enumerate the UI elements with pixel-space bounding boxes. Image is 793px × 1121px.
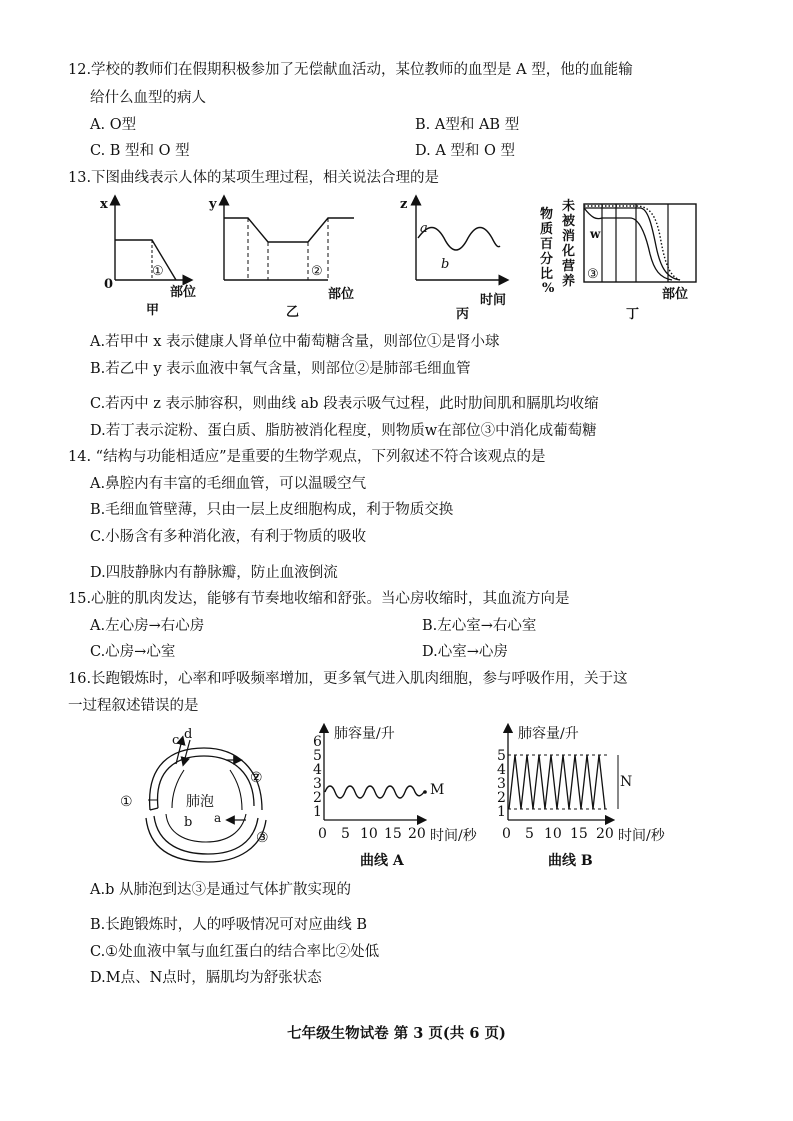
q12-option-a: A. O型 [90, 117, 137, 133]
q16-curve-a-xtick-10: 10 [360, 826, 378, 842]
q16-alveolus-marker-1: ① [120, 794, 133, 810]
q13-yi-caption: 乙 [286, 305, 300, 320]
q13-graph-ding [540, 196, 710, 326]
q13-jia-xlabel: 部位 [170, 285, 197, 300]
q14-option-c: C.小肠含有多种消化液，有利于物质的吸收 [90, 529, 367, 545]
q16-curve-a-xtick-15: 15 [384, 826, 402, 842]
q16-curve-a-ytick-1: 1 [313, 804, 322, 820]
q13-yi-axis-label: y [209, 197, 217, 212]
q13-ding-ylabel-col1: 物质百分比% [540, 207, 555, 296]
q13-ding-caption: 丁 [626, 307, 640, 322]
q13-ding-marker: ③ [587, 267, 599, 282]
q16-curve-a-caption: 曲线 A [360, 853, 404, 869]
q15-stem: 15.心脏的肌肉发达，能够有节奏地收缩和舒张。当心房收缩时，其血流方向是 [68, 591, 570, 607]
q14-option-d: D.四肢静脉内有静脉瓣，防止血液倒流 [90, 565, 338, 581]
q16-curve-a-xtick-0: 0 [318, 826, 327, 842]
q13-option-c: C.若丙中 z 表示肺容积，则曲线 ab 段表示吸气过程，此时肋间肌和膈肌均收缩 [90, 396, 599, 412]
q15-option-c: C.心房→心室 [90, 644, 176, 660]
q13-jia-caption: 甲 [146, 303, 160, 318]
q13-bing-point-b: b [441, 257, 450, 272]
q16-option-a: A.b 从肺泡到达③是通过气体扩散实现的 [90, 882, 351, 898]
q16-alveolus-label-d: d [184, 727, 193, 742]
q16-curve-a-xtick-5: 5 [341, 826, 350, 842]
q13-option-b: B.若乙中 y 表示血液中氧气含量，则部位②是肺部毛细血管 [90, 361, 471, 377]
q12-option-b: B. A型和 AB 型 [415, 117, 520, 133]
q13-option-a: A.若甲中 x 表示健康人肾单位中葡萄糖含量，则部位①是肾小球 [90, 334, 500, 350]
q16-curve-b-xtick-20: 20 [596, 826, 614, 842]
q16-curve-b-ytick-5: 5 [497, 748, 506, 764]
q13-jia-origin: 0 [104, 277, 114, 292]
q13-bing-caption: 丙 [456, 307, 470, 322]
q13-graph-yi [208, 196, 368, 320]
q15-option-a: A.左心房→右心房 [90, 618, 205, 634]
q16-option-d: D.M点、N点时，膈肌均为舒张状态 [90, 970, 322, 986]
q16-curve-a-ytick-4: 4 [313, 762, 322, 778]
q13-ding-curve-label: w [590, 227, 601, 241]
q13-stem: 13.下图曲线表示人体的某项生理过程，相关说法合理的是 [68, 170, 440, 186]
q16-curve-b-xtitle: 时间/秒 [618, 828, 665, 844]
q16-curve-a-ytitle: 肺容量/升 [334, 726, 395, 742]
q12-option-d: D. A 型和 O 型 [415, 143, 516, 159]
q16-curve-b-ytick-1: 1 [497, 804, 506, 820]
q16-alveolus-label-b: b [184, 815, 193, 830]
q13-graph-bing [396, 196, 526, 320]
q12-option-c: C. B 型和 O 型 [90, 143, 190, 159]
q16-curve-a-ytick-6: 6 [313, 734, 322, 750]
q13-jia-axis-label: x [100, 197, 108, 212]
q14-option-a: A.鼻腔内有丰富的毛细血管，可以温暖空气 [90, 476, 367, 492]
q14-option-b: B.毛细血管壁薄，只由一层上皮细胞构成，利于物质交换 [90, 502, 454, 518]
q12-stem-line2: 给什么血型的病人 [90, 90, 206, 106]
q16-curve-a-point: M [430, 782, 445, 798]
q16-stem-line1: 16.长跑锻炼时，心率和呼吸频率增加，更多氧气进入肌肉细胞，参与呼吸作用，关于这 [68, 671, 628, 687]
q13-bing-axis-label: z [400, 197, 408, 212]
q13-ding-xlabel: 部位 [662, 287, 689, 302]
q16-alveolus-center: 肺泡 [186, 794, 214, 810]
q16-curve-b-ytitle: 肺容量/升 [518, 726, 579, 742]
q16-curve-b-xtick-5: 5 [525, 826, 534, 842]
q13-option-d: D.若丁表示淀粉、蛋白质、脂肪被消化程度，则物质w在部位③中消化成葡萄糖 [90, 423, 597, 439]
q16-curve-a-ytick-3: 3 [313, 776, 322, 792]
q13-jia-marker: ① [152, 264, 164, 279]
q16-option-b: B.长跑锻炼时，人的呼吸情况可对应曲线 B [90, 917, 368, 933]
q15-option-d: D.心室→心房 [422, 644, 508, 660]
q16-stem-line2: 一过程叙述错误的是 [68, 698, 199, 714]
q16-curve-b-xtick-10: 10 [544, 826, 562, 842]
q16-curve-a-ytick-5: 5 [313, 748, 322, 764]
q16-curve-b-point: N [620, 774, 633, 790]
q16-curve-a-xtitle: 时间/秒 [430, 828, 477, 844]
page-footer: 七年级生物试卷 第 3 页(共 6 页) [287, 1025, 506, 1042]
q16-curve-a [298, 722, 498, 872]
q16-curve-b-xtick-15: 15 [570, 826, 588, 842]
q16-curve-b-xtick-0: 0 [502, 826, 511, 842]
q16-curve-b-ytick-4: 4 [497, 762, 506, 778]
q16-alveolus-label-a: a [214, 811, 222, 825]
q13-graph-jia [96, 196, 216, 316]
q16-alveolus-marker-2: ② [250, 770, 263, 786]
q12-stem-line1: 12.学校的教师们在假期积极参加了无偿献血活动，某位教师的血型是 A 型，他的血能输 [68, 62, 633, 78]
q13-yi-xlabel: 部位 [328, 287, 355, 302]
q16-alveolus-marker-3: ③ [256, 830, 269, 846]
q13-bing-xlabel: 时间 [480, 293, 507, 308]
q16-curve-b-ytick-2: 2 [497, 790, 506, 806]
q16-curve-b-ytick-3: 3 [497, 776, 506, 792]
q16-option-c: C.①处血液中氧与血红蛋白的结合率比②处低 [90, 944, 380, 960]
q16-alveolus-label-c: c [172, 733, 180, 748]
q16-curve-b-caption: 曲线 B [548, 853, 593, 869]
q13-yi-marker: ② [311, 264, 323, 279]
q13-ding-ylabel-col2: 未被消化营养 [562, 199, 576, 289]
q16-curve-a-yticks [313, 734, 322, 820]
q16-curve-b [482, 722, 692, 872]
q13-bing-point-a: a [420, 221, 428, 236]
q14-stem: 14. “结构与功能相适应”是重要的生物学观点，下列叙述不符合该观点的是 [68, 449, 546, 465]
q16-curve-a-xtick-20: 20 [408, 826, 426, 842]
q16-alveolus-diagram [114, 727, 294, 860]
q16-curve-a-ytick-2: 2 [313, 790, 322, 806]
q15-option-b: B.左心室→右心室 [422, 618, 537, 634]
